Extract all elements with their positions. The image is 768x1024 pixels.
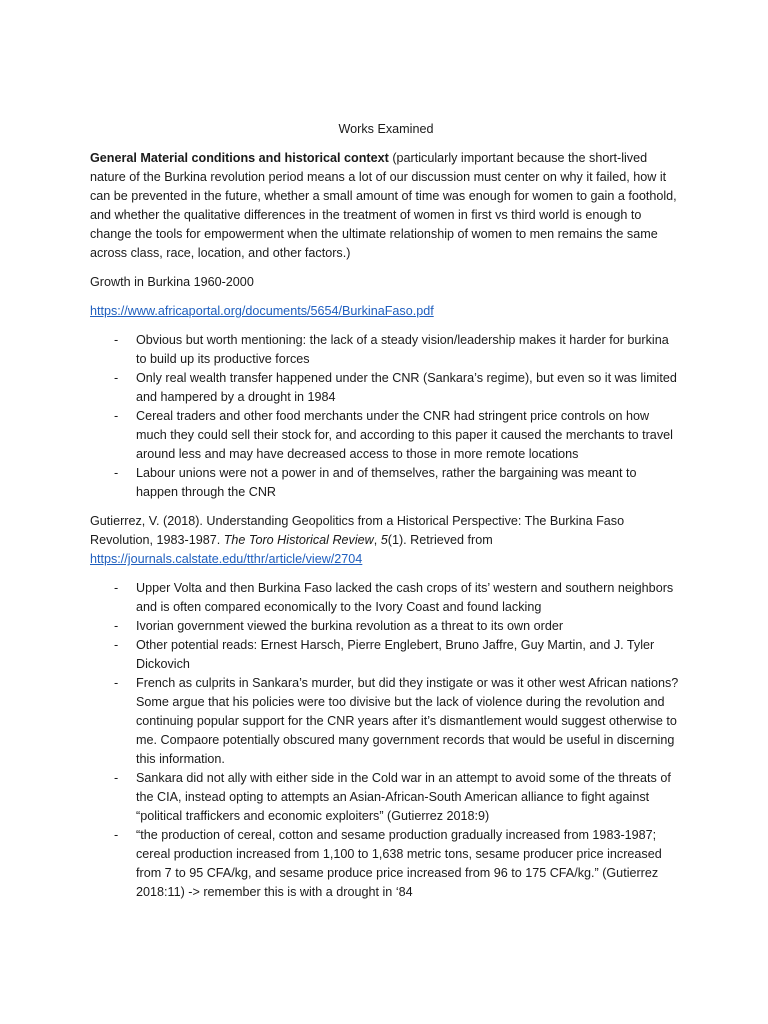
- list-item: [90, 369, 682, 407]
- bullet-marker: -: [114, 581, 119, 595]
- list-item-text: Upper Volta and then Burkina Faso lacked the cash crops of its’ western and southern neighbors and is often compared economically to the Ivory Coast and found lacking: [136, 581, 674, 614]
- calstate-link[interactable]: https://journals.calstate.edu/tthr/article/view/2704: [90, 552, 363, 566]
- list-item: [90, 674, 682, 769]
- source-link-paragraph: [90, 302, 682, 321]
- list-item: [90, 769, 682, 826]
- list-item-text: French as culprits in Sankara’s murder, but did they instigate or was it other west African nations? Some argue that his policies were too divisive but the lack of violence during the revolution and continuing popular support for the CNR years after it’s dismantlement would suggest otherwise to me. Compaore potentially obscured many government records that would be useful in discerning this information.: [136, 676, 679, 766]
- bullet-marker: -: [114, 466, 119, 480]
- list-item-text: Ivorian government viewed the burkina revolution as a threat to its own order: [136, 619, 564, 633]
- document-title: Works Examined: [338, 122, 434, 136]
- bullet-marker: -: [114, 333, 119, 347]
- intro-text: (particularly important because the short-lived nature of the Burkina revolution period means a lot of our discussion must center on why it failed, how it can be prevented in the future, whether a small amount of time was enough for women to gain a foothold, and whether the qualitative differences in the treatment of women in first vs third world is enough to change the tools for empowerment when the ultimate relationship of women to men remains the same across class, race, location, and other factors.): [90, 151, 677, 260]
- bullet-marker: -: [114, 619, 119, 633]
- citation-volume: 5: [380, 533, 388, 547]
- citation-retrieved: (1). Retrieved from: [387, 533, 493, 547]
- africaportal-link[interactable]: https://www.africaportal.org/documents/5654/BurkinaFaso.pdf: [90, 304, 434, 318]
- bullet-marker: -: [114, 828, 119, 842]
- citation-journal: The Toro Historical Review: [223, 533, 374, 547]
- citation-separator: ,: [373, 533, 381, 547]
- list-item-text: Sankara did not ally with either side in the Cold war in an attempt to avoid some of the threats of the CIA, instead opting to attempts an Asian-African-South American alliance to fight against “political traffickers and economic exploiters” (Gutierrez 2018:9): [136, 771, 671, 823]
- list-item: [90, 331, 682, 369]
- list-item: [90, 579, 682, 617]
- bullet-marker: -: [114, 409, 119, 423]
- document-page: [90, 120, 682, 912]
- intro-bold-heading: General Material conditions and historical context: [90, 151, 389, 165]
- citation-paragraph: [90, 512, 682, 569]
- growth-notes-list: [90, 331, 682, 502]
- list-item-text: Only real wealth transfer happened under the CNR (Sankara’s regime), but even so it was limited and hampered by a drought in 1984: [136, 371, 677, 404]
- list-item: [90, 407, 682, 464]
- section-heading-growth: Growth in Burkina 1960-2000: [90, 275, 254, 289]
- list-item-text: Cereal traders and other food merchants under the CNR had stringent price controls on how much they could sell their stock for, and according to this paper it caused the merchants to travel around less and may have decreased access to those in more remote locations: [136, 409, 673, 461]
- bullet-marker: -: [114, 676, 119, 690]
- list-item-text: Labour unions were not a power in and of themselves, rather the bargaining was meant to happen through the CNR: [136, 466, 637, 499]
- list-item: [90, 464, 682, 502]
- list-item: [90, 636, 682, 674]
- list-item: [90, 617, 682, 636]
- bullet-marker: -: [114, 771, 119, 785]
- list-item-text: Other potential reads: Ernest Harsch, Pierre Englebert, Bruno Jaffre, Guy Martin, and J. Tyler Dickovich: [136, 638, 655, 671]
- intro-paragraph: [90, 149, 682, 263]
- list-item: [90, 826, 682, 902]
- citation-text: Gutierrez, V. (2018). Understanding Geopolitics from a Historical Perspective: The Burkina Faso Revolution, 1983-1987.: [90, 514, 625, 547]
- bullet-marker: -: [114, 638, 119, 652]
- gutierrez-notes-list: [90, 579, 682, 902]
- bullet-marker: -: [114, 371, 119, 385]
- list-item-text: “the production of cereal, cotton and sesame production gradually increased from 1983-1987; cereal production increased from 1,100 to 1,638 metric tons, sesame producer price increased from 7 to 95 CFA/kg, and sesame produce price increased from 96 to 175 CFA/kg.” (Gutierrez 2018:11) -> remember this is with a drought in ‘84: [136, 828, 662, 899]
- list-item-text: Obvious but worth mentioning: the lack of a steady vision/leadership makes it harder for burkina to build up its productive forces: [136, 333, 669, 366]
